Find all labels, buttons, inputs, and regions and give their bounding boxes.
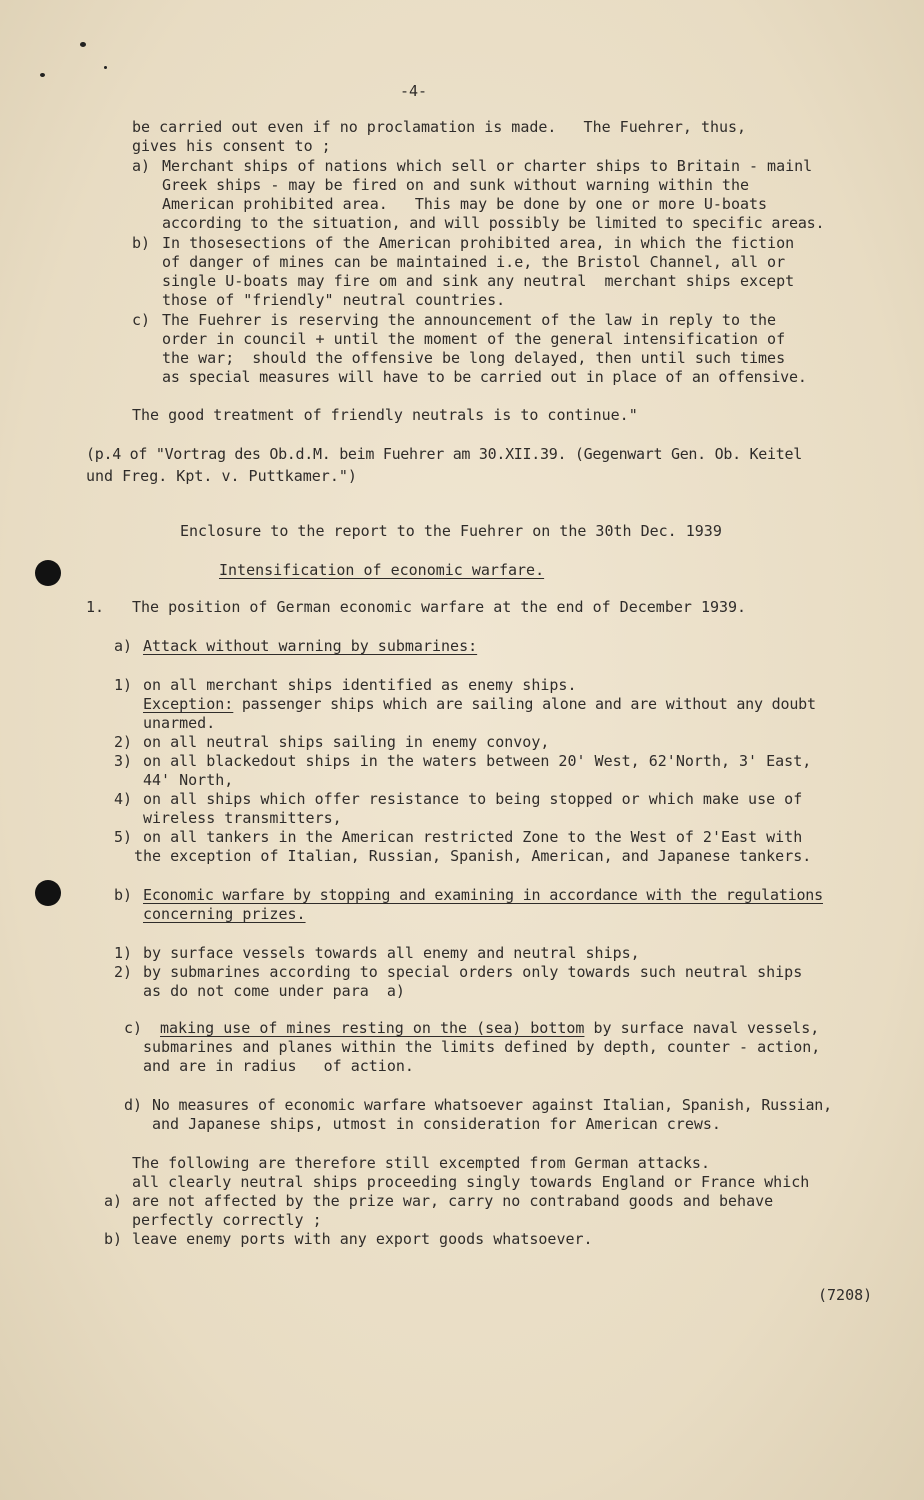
- list-number: 4): [114, 790, 133, 808]
- list-item-line: on all ships which offer resistance to being stopped or which make use of: [143, 790, 803, 808]
- list-item-line: wireless transmitters,: [143, 809, 342, 827]
- list-number: 5): [114, 828, 133, 846]
- consent-item-line: as special measures will have to be carried out in place of an offensive.: [162, 368, 807, 386]
- consent-item-letter: a): [132, 157, 151, 175]
- section-number: 1.: [86, 598, 105, 616]
- list-number: 2): [114, 963, 133, 981]
- subsection-line: and are in radius of action.: [143, 1057, 414, 1075]
- ink-speck: [104, 66, 107, 69]
- citation-line: und Freg. Kpt. v. Puttkamer."): [86, 467, 357, 485]
- intro-line: gives his consent to ;: [132, 137, 331, 155]
- ink-speck: [40, 73, 45, 77]
- consent-item-line: the war; should the offensive be long delayed, then until such times: [162, 349, 786, 367]
- list-item-line: passenger ships which are sailing alone and are without any doubt: [233, 695, 816, 713]
- list-item-line: by submarines according to special orders only towards such neutral ships: [143, 963, 803, 981]
- ink-speck: [80, 42, 86, 47]
- list-item-line: unarmed.: [143, 714, 216, 732]
- subsection-letter: a): [114, 637, 133, 655]
- consent-item-line: In thosesections of the American prohibited area, in which the fiction: [162, 234, 795, 252]
- exempted-line: perfectly correctly ;: [132, 1211, 322, 1229]
- consent-item-line: of danger of mines can be maintained i.e, the Bristol Channel, all or: [162, 253, 786, 271]
- list-item-line: by surface vessels towards all enemy and neutral ships,: [143, 944, 640, 962]
- exempted-line: leave enemy ports with any export goods whatsoever.: [132, 1230, 593, 1248]
- subsection-letter: d): [124, 1096, 143, 1114]
- enclosure-title: Enclosure to the report to the Fuehrer on the 30th Dec. 1939: [180, 522, 722, 540]
- subsection-heading: Economic warfare by stopping and examining in accordance with the regulations: [143, 886, 823, 904]
- list-item-line: on all neutral ships sailing in enemy convoy,: [143, 733, 550, 751]
- consent-item-letter: c): [132, 311, 151, 329]
- exception-label: Exception:: [143, 695, 234, 713]
- subsection-heading: Attack without warning by submarines:: [143, 637, 478, 655]
- list-item-line: on all tankers in the American restricted Zone to the West of 2'East with: [143, 828, 803, 846]
- list-item-line: as do not come under para a): [143, 982, 405, 1000]
- subsection-line: and Japanese ships, utmost in consideration for American crews.: [152, 1115, 721, 1133]
- subsection-letter: b): [114, 886, 133, 904]
- document-number: (7208): [818, 1286, 873, 1304]
- section-text: The position of German economic warfare at the end of December 1939.: [132, 598, 747, 616]
- consent-item-line: Merchant ships of nations which sell or charter ships to Britain - mainl: [162, 157, 813, 175]
- intro-line: be carried out even if no proclamation is made. The Fuehrer, thus,: [132, 118, 747, 136]
- section-title: Intensification of economic warfare.: [219, 561, 545, 579]
- consent-item-line: order in council + until the moment of the general intensification of: [162, 330, 786, 348]
- list-number: 2): [114, 733, 133, 751]
- subsection-line: [160, 1019, 819, 1038]
- citation-line: (p.4 of "Vortrag des Ob.d.M. beim Fuehrer am 30.XII.39. (Gegenwart Gen. Ob. Keitel: [86, 445, 802, 463]
- subsection-line: No measures of economic warfare whatsoever against Italian, Spanish, Russian,: [152, 1096, 832, 1114]
- list-item-line: on all blackedout ships in the waters between 20' West, 62'North, 3' East,: [143, 752, 812, 770]
- list-number: 1): [114, 676, 133, 694]
- subsection-letter: c): [124, 1019, 143, 1037]
- consent-item-line: single U-boats may fire om and sink any neutral merchant ships except: [162, 272, 795, 290]
- subsection-line: submarines and planes within the limits defined by depth, counter - action,: [143, 1038, 821, 1056]
- consent-item-line: according to the situation, and will possibly be limited to specific areas.: [162, 214, 825, 232]
- exempted-letter: a): [104, 1192, 123, 1210]
- exempted-letter: b): [104, 1230, 123, 1248]
- consent-item-letter: b): [132, 234, 151, 252]
- exempted-line: all clearly neutral ships proceeding singly towards England or France which: [132, 1173, 810, 1191]
- punch-hole-bottom: [35, 880, 61, 906]
- list-number: 1): [114, 944, 133, 962]
- list-number: 3): [114, 752, 133, 770]
- list-item-line: the exception of Italian, Russian, Spanish, American, and Japanese tankers.: [134, 847, 812, 865]
- punch-hole-top: [35, 560, 61, 586]
- friendly-neutrals-line: The good treatment of friendly neutrals is to continue.": [132, 406, 638, 424]
- list-item-line: 44' North,: [143, 771, 234, 789]
- page-number: -4-: [400, 82, 428, 100]
- mines-rest-text: by surface naval vessels,: [584, 1019, 820, 1037]
- list-item-line: on all merchant ships identified as enemy ships.: [143, 676, 577, 694]
- consent-item-line: American prohibited area. This may be done by one or more U-boats: [162, 195, 768, 213]
- consent-item-line: Greek ships - may be fired on and sunk without warning within the: [162, 176, 749, 194]
- consent-item-line: The Fuehrer is reserving the announcement of the law in reply to the: [162, 311, 777, 329]
- exempted-intro: The following are therefore still excempted from German attacks.: [132, 1154, 710, 1172]
- exempted-line: are not affected by the prize war, carry no contraband goods and behave: [132, 1192, 774, 1210]
- consent-item-line: those of "friendly" neutral countries.: [162, 291, 506, 309]
- mines-underlined-text: making use of mines resting on the (sea) bottom: [160, 1019, 585, 1037]
- subsection-heading: concerning prizes.: [143, 905, 306, 923]
